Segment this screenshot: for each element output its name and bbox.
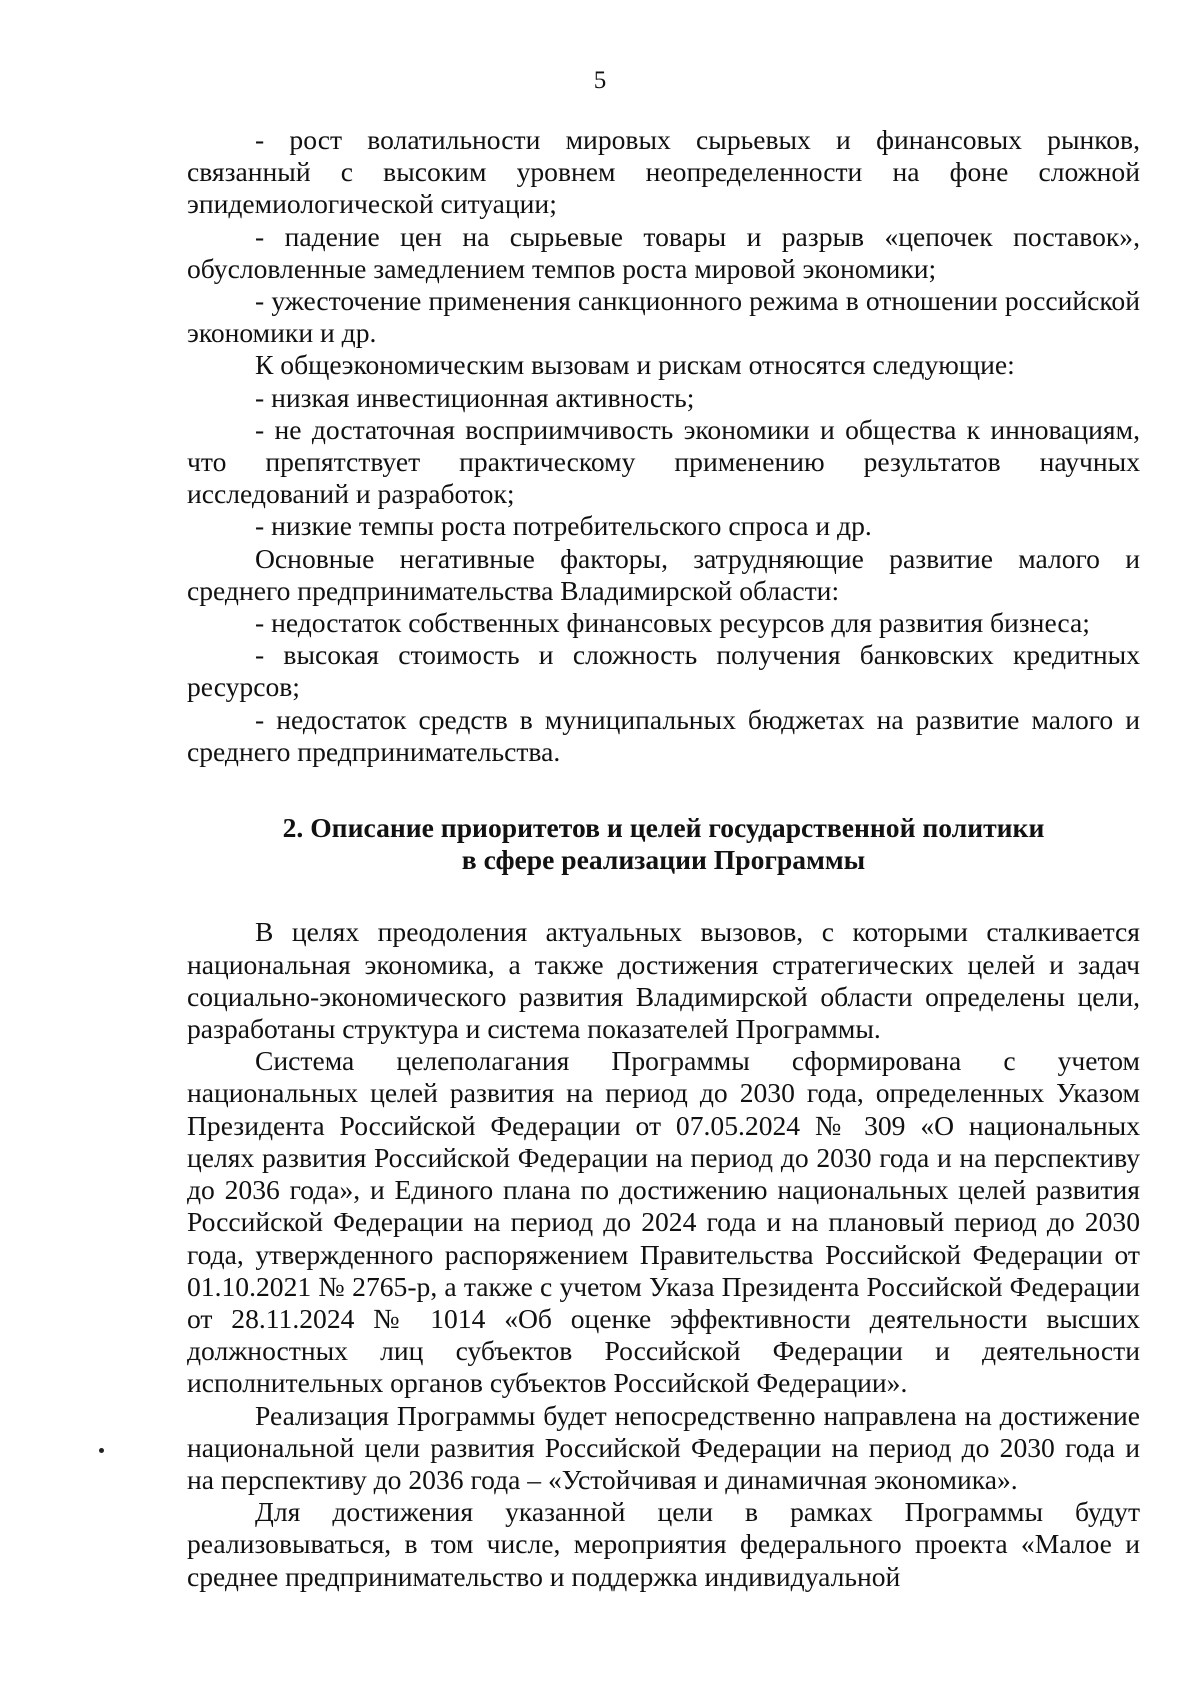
paragraph: - низкая инвестиционная активность; — [255, 381, 695, 413]
document-body — [187, 124, 1140, 1593]
scan-speck — [99, 1448, 104, 1453]
section-heading-line-2: в сфере реализации Программы — [461, 844, 866, 876]
paragraph: - высокая стоимость и сложность получения банковских кредитных ресурсов; — [187, 639, 1140, 703]
page-number: 5 — [593, 67, 607, 94]
paragraph: В целях преодоления актуальных вызовов, с которыми сталкивается национальная экономика, а также достижения стратегических целей и задач социально-экономического развития Владимирской области определены цели, разработаны структура и система показателей Программы. — [187, 916, 1140, 1045]
section-heading — [187, 812, 1140, 876]
risks-section — [187, 124, 1140, 768]
paragraph: Система целеполагания Программы сформирована с учетом национальных целей развития на период до 2030 года, определенных Указом Президента Российской Федерации от 07.05.2024 № 309 «О национальных целях развития Российской Федерации на период до 2030 года и на перспективу до 2036 года», и Единого плана по достижению национальных целей развития Российской Федерации на период до 2024 года и на плановый период до 2030 года, утвержденного распоряжением Правительства Российской Федерации от 01.10.2021 № 2765-р, а также с учетом Указа Президента Российской Федерации от 28.11.2024 № 1014 «Об оценке эффективности деятельности высших должностных лиц субъектов Российской Федерации и деятельности исполнительных органов субъектов Российской Федерации». — [187, 1045, 1140, 1399]
paragraph: - падение цен на сырьевые товары и разрыв «цепочек поставок», обусловленные замедлением темпов роста мировой экономики; — [187, 220, 1140, 284]
paragraph: - недостаток собственных финансовых ресурсов для развития бизнеса; — [255, 607, 1090, 639]
paragraph: - низкие темпы роста потребительского спроса и др. — [255, 510, 872, 542]
paragraph: - рост волатильности мировых сырьевых и финансовых рынков, связанный с высоким уровнем неопределенности на фоне сложной эпидемиологической ситуации; — [187, 124, 1140, 220]
paragraph: Для достижения указанной цели в рамках Программы будут реализовываться, в том числе, мероприятия федерального проекта «Малое и среднее предпринимательство и поддержка индивидуальной — [187, 1496, 1140, 1592]
paragraph: - не достаточная восприимчивость экономики и общества к инновациям, что препятствует практическому применению результатов научных исследований и разработок; — [187, 413, 1140, 510]
section-heading-line-1: 2. Описание приоритетов и целей государственной политики — [282, 812, 1045, 844]
paragraph: Основные негативные факторы, затрудняющие развитие малого и среднего предпринимательства Владимирской области: — [187, 542, 1140, 606]
paragraph: - недостаток средств в муниципальных бюджетах на развитие малого и среднего предпринимательства. — [187, 703, 1140, 767]
priorities-section — [187, 916, 1140, 1592]
paragraph: К общеэкономическим вызовам и рискам относятся следующие: — [255, 349, 1015, 381]
paragraph: Реализация Программы будет непосредственно направлена на достижение национальной цели развития Российской Федерации на период до 2030 года и на перспективу до 2036 года – «Устойчивая и динамичная экономика». — [187, 1399, 1140, 1495]
paragraph: - ужесточение применения санкционного режима в отношении российской экономики и др. — [187, 285, 1140, 349]
